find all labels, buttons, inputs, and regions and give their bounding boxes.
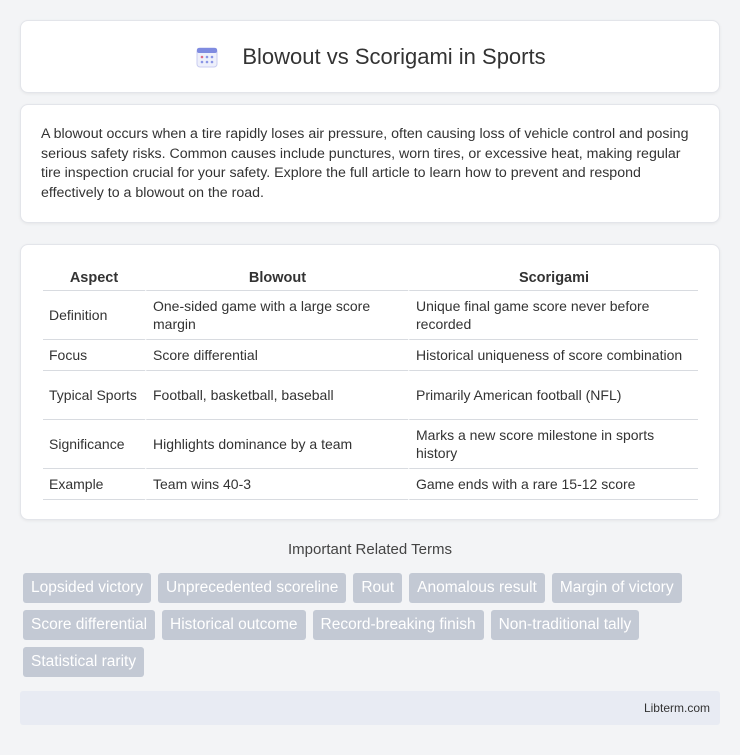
tag-non-traditional-tally[interactable]: Non-traditional tally xyxy=(491,610,640,640)
tag-unprecedented-scoreline[interactable]: Unprecedented scoreline xyxy=(158,573,346,603)
tag-statistical-rarity[interactable]: Statistical rarity xyxy=(23,647,144,677)
table-row xyxy=(43,291,698,340)
tag-historical-outcome[interactable]: Historical outcome xyxy=(162,610,306,640)
table-row xyxy=(43,469,698,500)
table-row xyxy=(43,340,698,371)
footer-brand[interactable]: Libterm.com xyxy=(643,701,710,715)
cell-aspect: Definition xyxy=(43,291,145,340)
cell-scorigami: Primarily American football (NFL) xyxy=(408,371,698,420)
cell-blowout: Team wins 40-3 xyxy=(145,469,408,500)
table-row xyxy=(43,371,698,420)
cell-aspect: Focus xyxy=(43,340,145,371)
tag-rout[interactable]: Rout xyxy=(353,573,402,603)
cell-scorigami: Historical uniqueness of score combination xyxy=(408,340,698,371)
title-card xyxy=(20,20,720,93)
tag-lopsided-victory[interactable]: Lopsided victory xyxy=(23,573,151,603)
cell-aspect: Typical Sports xyxy=(43,371,145,420)
header-scorigami: Scorigami xyxy=(408,265,698,291)
footer xyxy=(20,691,720,725)
cell-scorigami: Marks a new score milestone in sports history xyxy=(408,420,698,469)
cell-blowout: Score differential xyxy=(145,340,408,371)
page-title: Blowout vs Scorigami in Sports xyxy=(242,43,546,69)
tag-record-breaking-finish[interactable]: Record-breaking finish xyxy=(313,610,484,640)
intro-paragraph: A blowout occurs when a tire rapidly loses air pressure, often causing loss of vehicle control and posing serious safety risks. Common causes include punctures, worn tires, or excessive heat, making regular tire inspection crucial for your safety. Explore the full article to learn how to prevent and respond effectively to a blowout on the road. xyxy=(41,126,689,202)
tag-anomalous-result[interactable]: Anomalous result xyxy=(409,573,545,603)
cell-aspect: Significance xyxy=(43,420,145,469)
table-row xyxy=(43,420,698,469)
intro-card xyxy=(20,104,720,223)
comparison-table-card xyxy=(20,244,720,520)
related-terms-list xyxy=(23,573,717,677)
cell-scorigami: Unique final game score never before recorded xyxy=(408,291,698,340)
tag-margin-of-victory[interactable]: Margin of victory xyxy=(552,573,682,603)
header-blowout: Blowout xyxy=(145,265,408,291)
cell-blowout: Football, basketball, baseball xyxy=(145,371,408,420)
cell-blowout: Highlights dominance by a team xyxy=(145,420,408,469)
tag-score-differential[interactable]: Score differential xyxy=(23,610,155,640)
related-terms-heading: Important Related Terms xyxy=(288,541,452,558)
comparison-table xyxy=(43,265,698,500)
cell-aspect: Example xyxy=(43,469,145,500)
table-header-row xyxy=(43,265,698,291)
cell-blowout: One-sided game with a large score margin xyxy=(145,291,408,340)
calendar-grid-icon xyxy=(194,44,220,70)
cell-scorigami: Game ends with a rare 15-12 score xyxy=(408,469,698,500)
header-aspect: Aspect xyxy=(43,265,145,291)
